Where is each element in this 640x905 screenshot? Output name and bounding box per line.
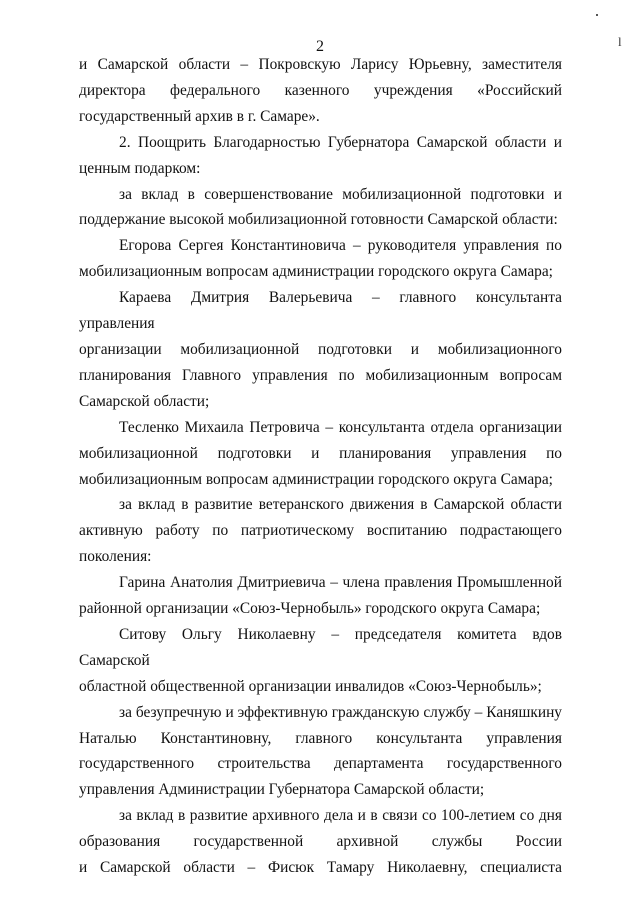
text-line: государственный архив в г. Самаре». <box>79 107 320 125</box>
text-line: районной организации «Союз-Чернобыль» городского округа Самара; <box>79 600 541 618</box>
text-line: Егорова Сергея Константиновича – руководителя управления по <box>119 237 562 255</box>
document-body <box>79 52 562 881</box>
text-line: образования государственной архивной службы России <box>79 833 562 851</box>
text-line: Ситову Ольгу Николаевну – председателя комитета вдов Самарской <box>79 625 562 669</box>
text-line: государственного строительства департамента государственного <box>79 755 562 773</box>
text-line: Караева Дмитрия Валерьевича – главного консультанта управления <box>79 289 562 333</box>
text-line: Гарина Анатолия Дмитриевича – члена правления Промышленной <box>119 574 562 592</box>
text-line: Наталью Константиновну, главного консультанта управления <box>79 729 562 747</box>
text-line: Тесленко Михаила Петровича – консультанта отдела организации <box>119 418 562 436</box>
text-line: 2. Поощрить Благодарностью Губернатора Самарской области и <box>119 133 562 151</box>
text-line: за безупречную и эффективную гражданскую службу – Каняшкину <box>119 703 562 721</box>
margin-mark: l <box>618 34 622 49</box>
text-line: директора федерального казенного учреждения «Российский <box>79 81 562 99</box>
text-line: мобилизационным вопросам администрации городского округа Самара; <box>79 263 553 281</box>
text-line: активную работу по патриотическому воспитанию подрастающего <box>79 522 562 540</box>
text-line: и Самарской области – Фисюк Тамару Николаевну, специалиста <box>79 859 562 877</box>
text-line: мобилизационной подготовки и планирования управления по <box>79 444 562 462</box>
text-line: ценным подарком: <box>79 159 201 177</box>
text-line: поколения: <box>79 548 152 566</box>
margin-dot <box>596 14 598 16</box>
text-line: за вклад в развитие ветеранского движения в Самарской области <box>119 496 562 514</box>
text-line: поддержание высокой мобилизационной готовности Самарской области: <box>79 211 558 229</box>
text-line: за вклад в развитие архивного дела и в связи со 100-летием со дня <box>119 807 562 825</box>
text-line: за вклад в совершенствование мобилизационной подготовки и <box>119 185 562 203</box>
text-line: планирования Главного управления по мобилизационным вопросам <box>79 366 562 384</box>
page-number: 2 <box>316 38 324 55</box>
text-line: и Самарской области – Покровскую Ларису Юрьевну, заместителя <box>79 56 562 73</box>
text-line: областной общественной организации инвалидов «Союз-Чернобыль»; <box>79 677 542 695</box>
text-line: мобилизационным вопросам администрации городского округа Самара; <box>79 470 553 488</box>
text-line: организации мобилизационной подготовки и мобилизационного <box>79 340 562 358</box>
text-line: управления Администрации Губернатора Самарской области; <box>79 781 485 799</box>
text-line: Самарской области; <box>79 392 210 410</box>
